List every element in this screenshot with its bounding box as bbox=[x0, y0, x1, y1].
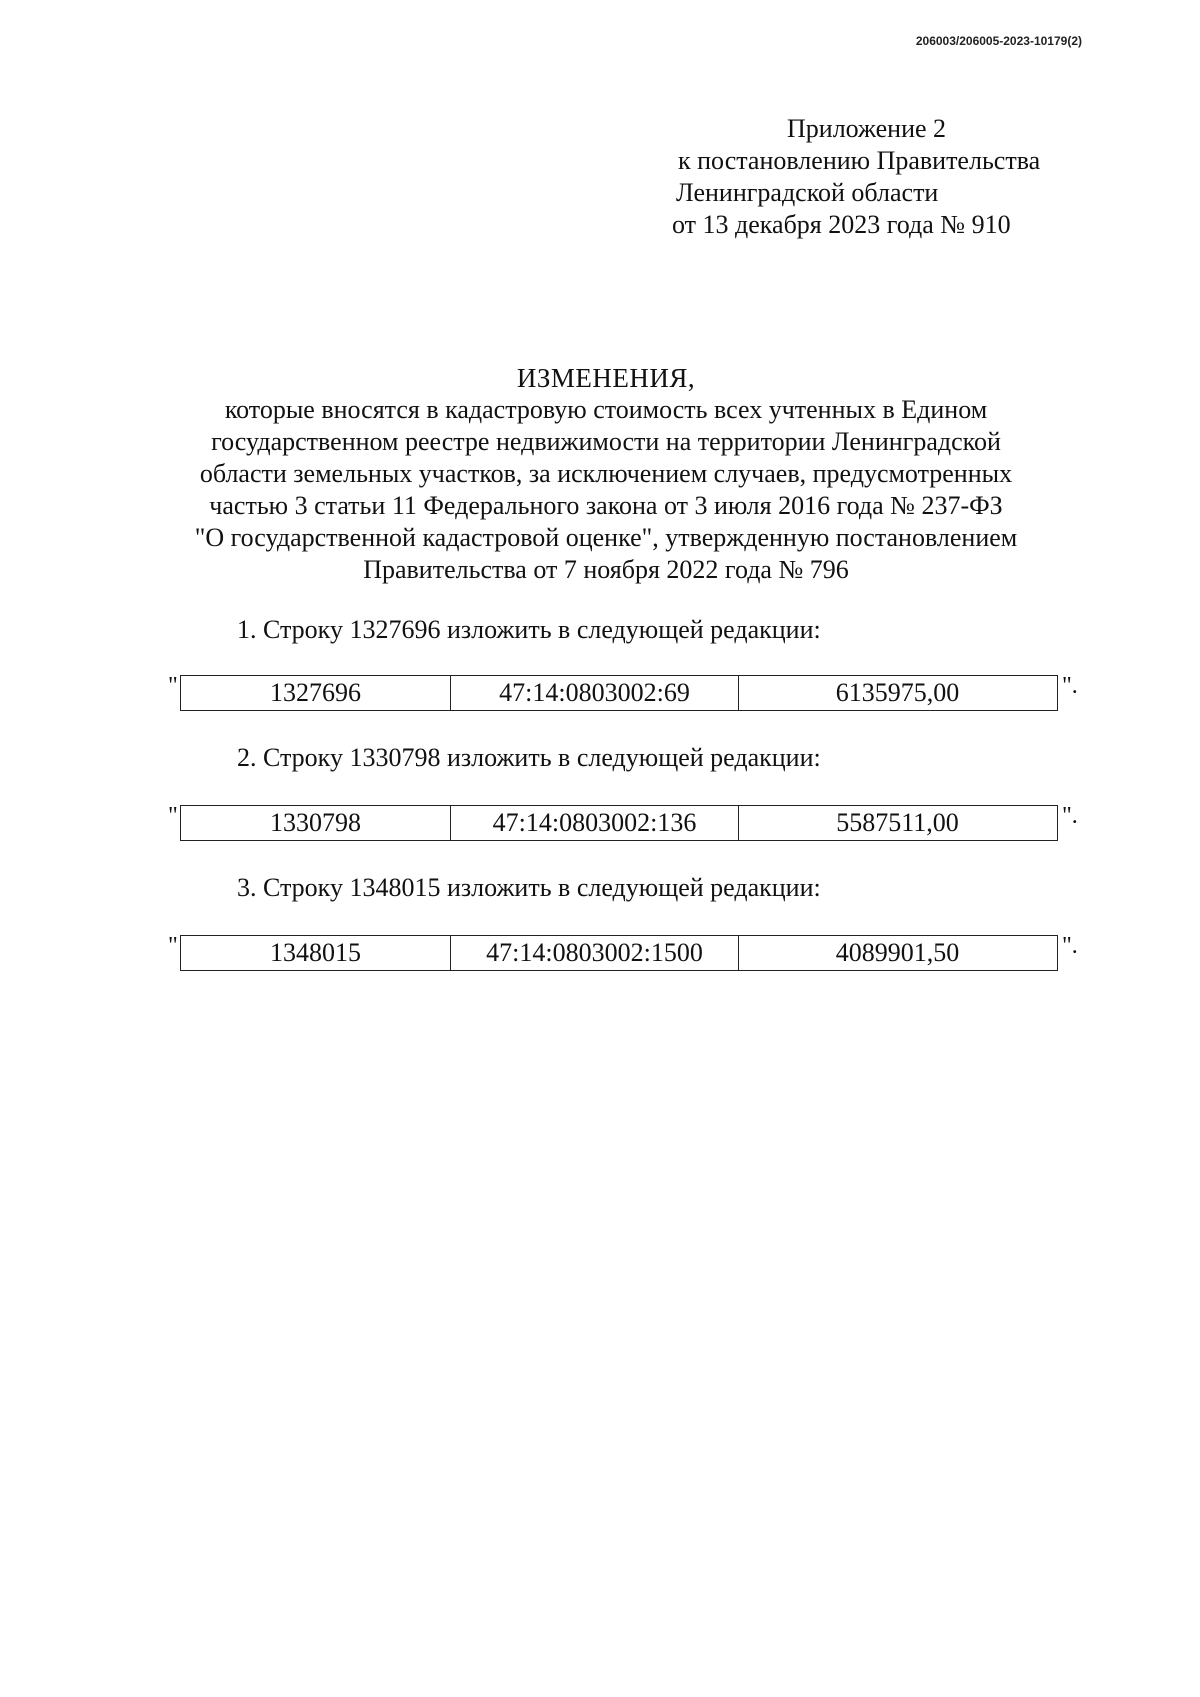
appendix-line-1: Приложение 2 bbox=[787, 114, 947, 143]
title-heading: ИЗМЕНЕНИЯ, bbox=[516, 363, 696, 393]
item-3-quote-close: ". bbox=[1062, 933, 1078, 959]
cadastral-value-cell: 4089901,50 bbox=[835, 938, 960, 967]
row-number-cell: 1327696 bbox=[181, 676, 451, 710]
title-line-5: "О государственной кадастровой оценке", утвержденную постановлением bbox=[194, 523, 1018, 552]
title-line-4: частью 3 статьи 11 Федерального закона от 3 июля 2016 года № 237-ФЗ bbox=[209, 491, 1003, 520]
appendix-header bbox=[672, 113, 1112, 241]
item-1-table bbox=[180, 675, 1058, 711]
item-2-quote-open: " bbox=[168, 803, 178, 829]
cadastral-number-cell: 47:14:0803002:136 bbox=[451, 806, 739, 840]
document-title bbox=[150, 362, 1062, 586]
item-1-row bbox=[168, 675, 1088, 715]
item-2-table bbox=[180, 805, 1058, 841]
item-1-caption: 1. Строку 1327696 изложить в следующей редакции: bbox=[237, 615, 821, 644]
cadastral-value-cell: 5587511,00 bbox=[836, 808, 959, 837]
cadastral-number-cell: 47:14:0803002:1500 bbox=[451, 936, 739, 970]
item-3-table bbox=[180, 935, 1058, 971]
document-registration-number: 206003/206005-2023-10179(2) bbox=[915, 34, 1082, 48]
appendix-line-3: Ленинградской области bbox=[676, 178, 939, 207]
item-3-caption: 3. Строку 1348015 изложить в следующей редакции: bbox=[237, 873, 821, 902]
row-number-cell: 1348015 bbox=[181, 936, 451, 970]
row-number-cell: 1330798 bbox=[181, 806, 451, 840]
item-2-caption: 2. Строку 1330798 изложить в следующей редакции: bbox=[237, 743, 821, 772]
title-line-6: Правительства от 7 ноября 2022 года № 796 bbox=[363, 555, 849, 584]
item-1-quote-open: " bbox=[168, 673, 178, 699]
title-line-2: государственном реестре недвижимости на территории Ленинградской bbox=[211, 427, 1001, 456]
title-line-1: которые вносятся в кадастровую стоимость всех учтенных в Едином bbox=[224, 395, 988, 424]
item-3-row bbox=[168, 935, 1088, 975]
item-2-quote-close: ". bbox=[1062, 803, 1078, 829]
cadastral-number-cell: 47:14:0803002:69 bbox=[451, 676, 739, 710]
item-1-quote-close: ". bbox=[1062, 673, 1078, 699]
appendix-line-4: от 13 декабря 2023 года № 910 bbox=[672, 210, 1011, 239]
cadastral-value-cell: 6135975,00 bbox=[835, 678, 960, 707]
title-line-3: области земельных участков, за исключением случаев, предусмотренных bbox=[199, 459, 1013, 488]
item-3-quote-open: " bbox=[168, 933, 178, 959]
appendix-line-2: к постановлению Правительства bbox=[678, 146, 1041, 175]
item-2-row bbox=[168, 805, 1088, 845]
